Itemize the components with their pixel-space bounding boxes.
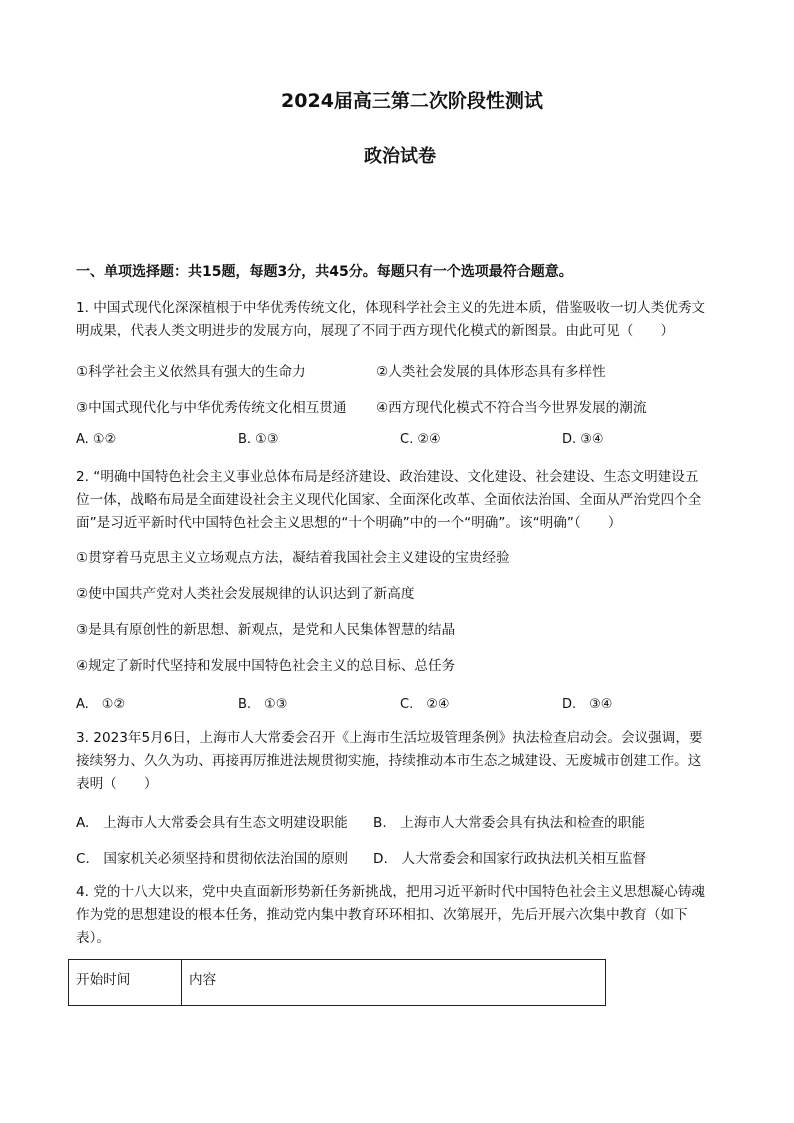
q3-stem-line-2: 接续努力、久久为功、再接再厉推进法规贯彻实施，持续推动本市生态之城建设、无废城市创建工作。这 [76,753,702,769]
q3-option-a[interactable]: A. 上海市人大常委会具有生态文明建设职能 [76,815,348,831]
q1-statement-4: ④西方现代化模式不符合当今世界发展的潮流 [376,400,647,416]
q2-option-d[interactable]: D. ③④ [562,697,613,712]
q3-stem-line-1: 3. 2023年5月6日，上海市人大常委会召开《上海市生活垃圾管理条例》执法检查启动会。会议强调，要 [76,730,703,746]
q3-option-d[interactable]: D. 人大常委会和国家行政执法机关相互监督 [373,851,647,867]
q1-statement-3: ③中国式现代化与中华优秀传统文化相互贯通 [76,400,347,416]
q2-stem-line-3: 面”是习近平新时代中国特色社会主义思想的“十个明确”中的一个“明确”。该“明确”（ ） [76,515,622,531]
q4-stem-line-1: 4. 党的十八大以来，党中央直面新形势新任务新挑战，把用习近平新时代中国特色社会主义思想凝心铸魂 [76,884,706,900]
q1-option-c[interactable]: C. ②④ [400,432,441,447]
q1-option-b[interactable]: B. ①③ [238,432,279,447]
table-header-start-time: 开始时间 [69,960,182,1006]
q1-option-d[interactable]: D. ③④ [562,432,604,447]
q4-table [68,959,606,1006]
q2-option-c[interactable]: C. ②④ [400,697,450,712]
q2-stem-line-1: 2. “明确中国特色社会主义事业总体布局是经济建设、政治建设、文化建设、社会建设、生态文明建设五 [76,469,699,485]
q2-statement-3: ③是具有原创性的新思想、新观点，是党和人民集体智慧的结晶 [76,622,456,638]
q2-statement-1: ①贯穿着马克思主义立场观点方法，凝结着我国社会主义建设的宝贵经验 [76,550,510,566]
q2-statement-2: ②使中国共产党对人类社会发展规律的认识达到了新高度 [76,586,415,602]
q2-statement-4: ④规定了新时代坚持和发展中国特色社会主义的总目标、总任务 [76,658,456,674]
q3-option-b[interactable]: B. 上海市人大常委会具有执法和检查的职能 [373,815,645,831]
table-row [69,960,606,1006]
table-header-content: 内容 [182,960,606,1006]
q2-option-a[interactable]: A. ①② [76,697,126,712]
exam-subtitle: 政治试卷 [364,146,436,167]
q2-stem-line-2: 位一体，战略布局是全面建设社会主义现代化国家、全面深化改革、全面依法治国、全面从严治党四个全 [76,492,702,508]
q1-stem-line-2: 明成果，代表人类文明进步的发展方向，展现了不同于西方现代化模式的新图景。由此可见（ ） [76,323,675,339]
q1-statement-2: ②人类社会发展的具体形态具有多样性 [376,364,606,380]
q3-option-c[interactable]: C. 国家机关必须坚持和贯彻依法治国的原则 [76,851,349,867]
exam-title: 2024届高三第二次阶段性测试 [281,90,543,112]
q4-stem-line-2: 作为党的思想建设的根本任务，推动党内集中教育环环相扣、次第展开，先后开展六次集中教育（如下 [76,907,688,923]
q4-stem-line-3: 表）。 [76,930,110,946]
q1-statement-1: ①科学社会主义依然具有强大的生命力 [76,364,306,380]
section-heading: 一、单项选择题：共15题，每题3分，共45分。每题只有一个选项最符合题意。 [76,264,573,280]
q1-option-a[interactable]: A. ①② [76,432,117,447]
q1-stem-line-1: 1. 中国式现代化深深植根于中华优秀传统文化，体现科学社会主义的先进本质，借鉴吸收一切人类优秀文 [76,300,706,316]
q3-stem-line-3: 表明（ ） [76,776,158,792]
q2-option-b[interactable]: B. ①③ [238,697,288,712]
